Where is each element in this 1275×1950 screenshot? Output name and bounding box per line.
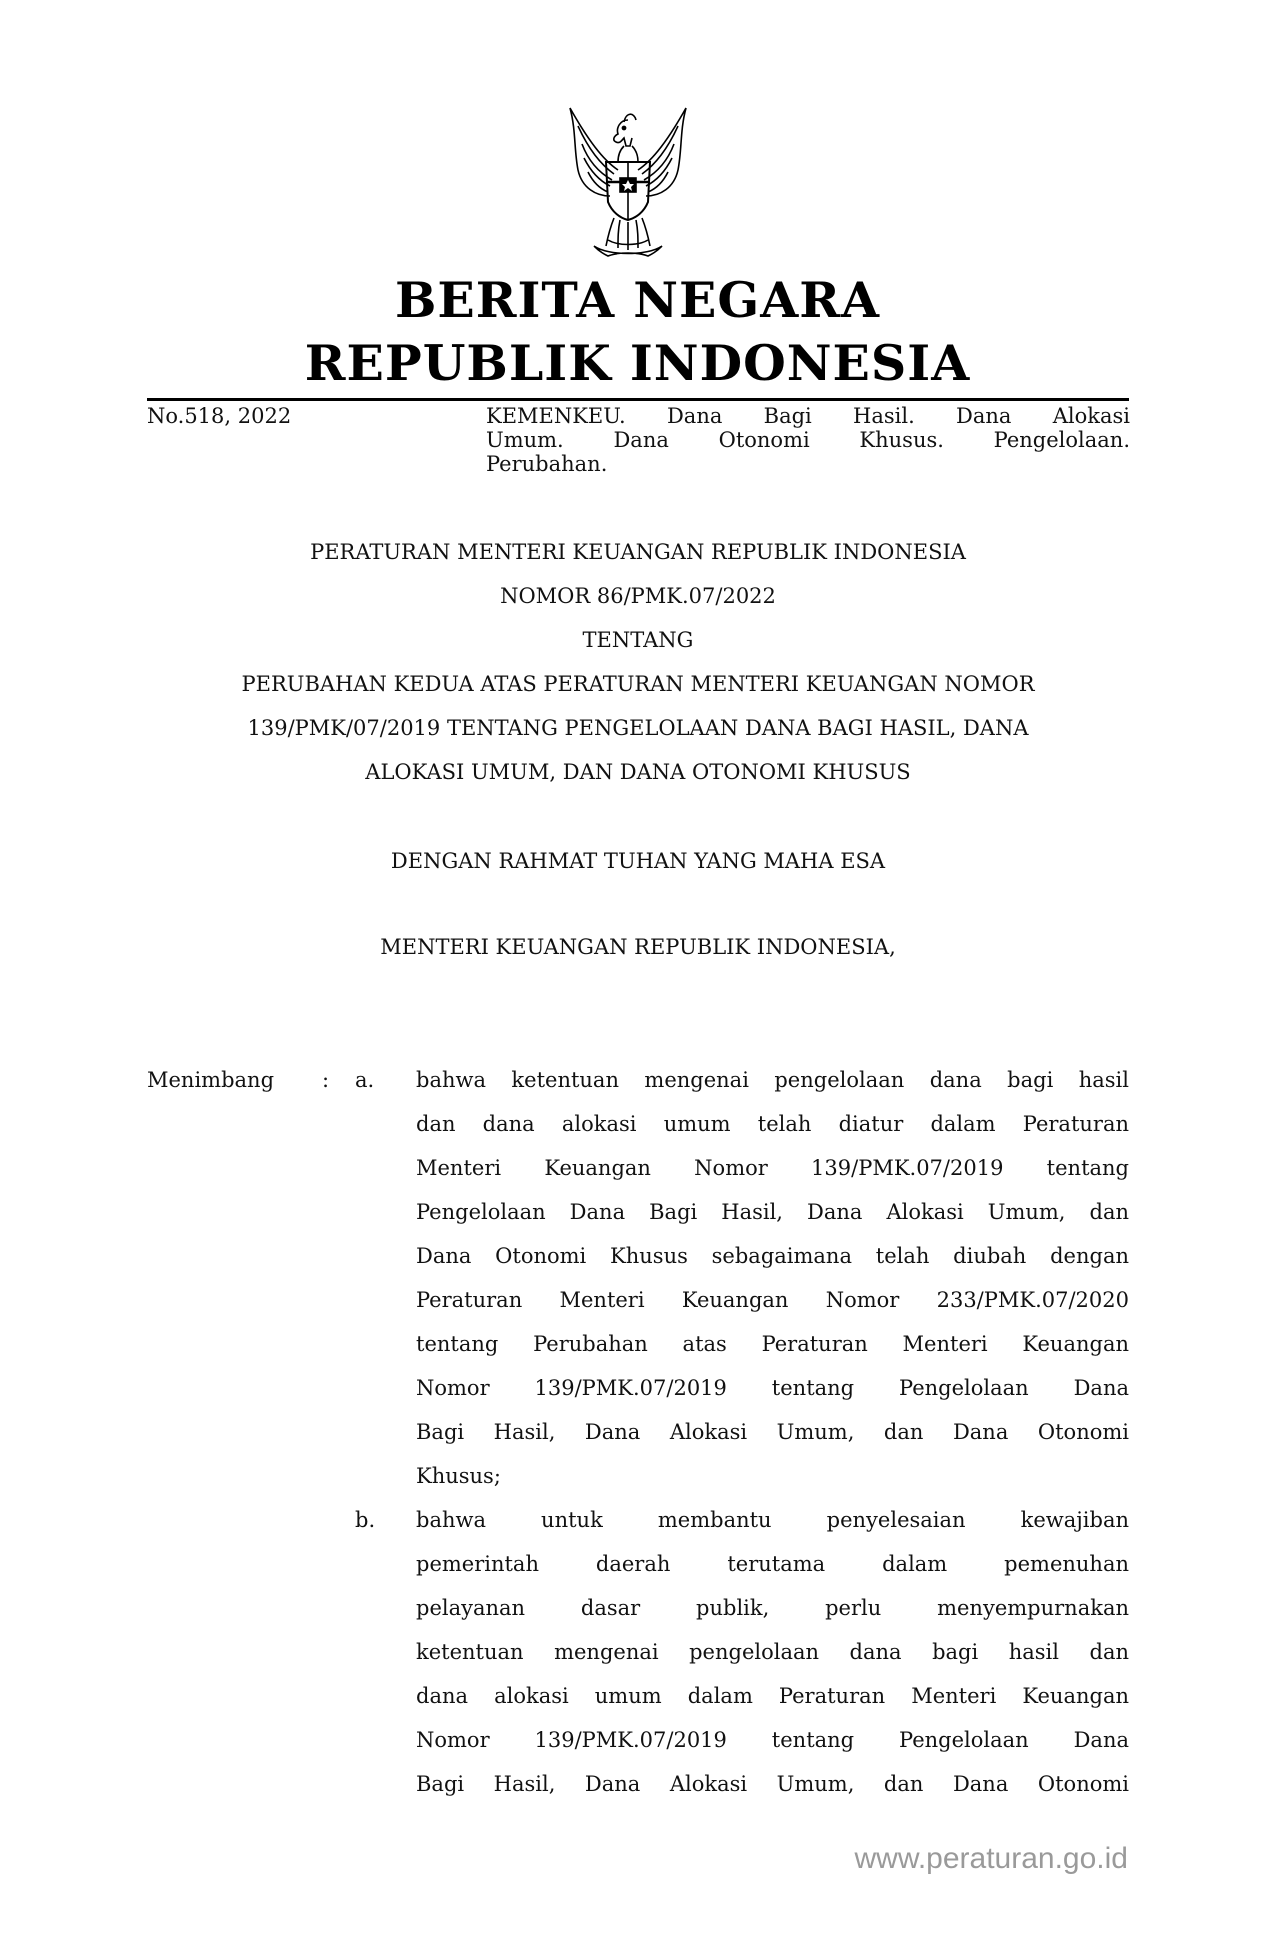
considering-item-text [416, 1058, 1129, 1498]
text-line: Nomor 139/PMK.07/2019 tentang Pengelolaan Dana [416, 1376, 1129, 1400]
regulation-title-line: ALOKASI UMUM, DAN DANA OTONOMI KHUSUS [365, 760, 911, 784]
regulation-about: TENTANG [582, 628, 694, 652]
gazette-masthead-subtitle: REPUBLIK INDONESIA [304, 334, 971, 392]
gazette-subject-line: Perubahan. [486, 452, 608, 476]
footer-website-link[interactable]: www.peraturan.go.id [854, 1842, 1128, 1875]
text-line: Dana Otonomi Khusus sebagaimana telah diubah dengan [416, 1244, 1129, 1268]
minister-heading: MENTERI KEUANGAN REPUBLIK INDONESIA, [380, 935, 896, 959]
text-line: Menteri Keuangan Nomor 139/PMK.07/2019 tentang [416, 1156, 1129, 1180]
regulation-title-line: 139/PMK/07/2019 TENTANG PENGELOLAAN DANA BAGI HASIL, DANA [247, 716, 1029, 740]
text-line: pelayanan dasar publik, perlu menyempurnakan [416, 1596, 1129, 1620]
regulation-title-block [147, 530, 1129, 794]
text-line: pemerintah daerah terutama dalam pemenuhan [416, 1552, 1129, 1576]
text-line: bahwa ketentuan mengenai pengelolaan dana bagi hasil [416, 1068, 1129, 1092]
text-line: Khusus; [416, 1464, 501, 1488]
text-line: Nomor 139/PMK.07/2019 tentang Pengelolaan Dana [416, 1728, 1129, 1752]
regulation-number: NOMOR 86/PMK.07/2022 [500, 584, 776, 608]
regulation-heading: PERATURAN MENTERI KEUANGAN REPUBLIK INDONESIA [310, 540, 966, 564]
gazette-subject-line: Umum. Dana Otonomi Khusus. Pengelolaan. [486, 428, 1130, 452]
gazette-number: No.518, 2022 [147, 404, 292, 428]
text-line: dana alokasi umum dalam Peraturan Menteri Keuangan [416, 1684, 1129, 1708]
text-line: Bagi Hasil, Dana Alokasi Umum, dan Dana Otonomi [416, 1772, 1129, 1796]
considering-item-letter: a. [355, 1068, 375, 1092]
text-line: dan dana alokasi umum telah diatur dalam Peraturan [416, 1112, 1129, 1136]
text-line: bahwa untuk membantu penyelesaian kewajiban [416, 1508, 1129, 1532]
considering-item-letter: b. [355, 1508, 376, 1532]
menimbang-label: Menimbang [147, 1068, 275, 1092]
text-line: Pengelolaan Dana Bagi Hasil, Dana Alokasi Umum, dan [416, 1200, 1129, 1224]
text-line: Bagi Hasil, Dana Alokasi Umum, dan Dana Otonomi [416, 1420, 1129, 1444]
masthead-divider [147, 398, 1129, 401]
regulation-title-line: PERUBAHAN KEDUA ATAS PERATURAN MENTERI KEUANGAN NOMOR [241, 672, 1035, 696]
text-line: ketentuan mengenai pengelolaan dana bagi hasil dan [416, 1640, 1129, 1664]
menimbang-colon: : [322, 1068, 330, 1092]
garuda-pancasila-emblem-icon [548, 100, 708, 260]
considering-item-text [416, 1498, 1129, 1806]
invocation: DENGAN RAHMAT TUHAN YANG MAHA ESA [390, 849, 886, 873]
text-line: tentang Perubahan atas Peraturan Menteri Keuangan [416, 1332, 1129, 1356]
text-line: Peraturan Menteri Keuangan Nomor 233/PMK.07/2020 [416, 1288, 1129, 1312]
gazette-subject-line: KEMENKEU. Dana Bagi Hasil. Dana Alokasi [486, 404, 1130, 428]
gazette-subject [486, 404, 1130, 476]
gazette-masthead-title: BERITA NEGARA [394, 271, 880, 329]
